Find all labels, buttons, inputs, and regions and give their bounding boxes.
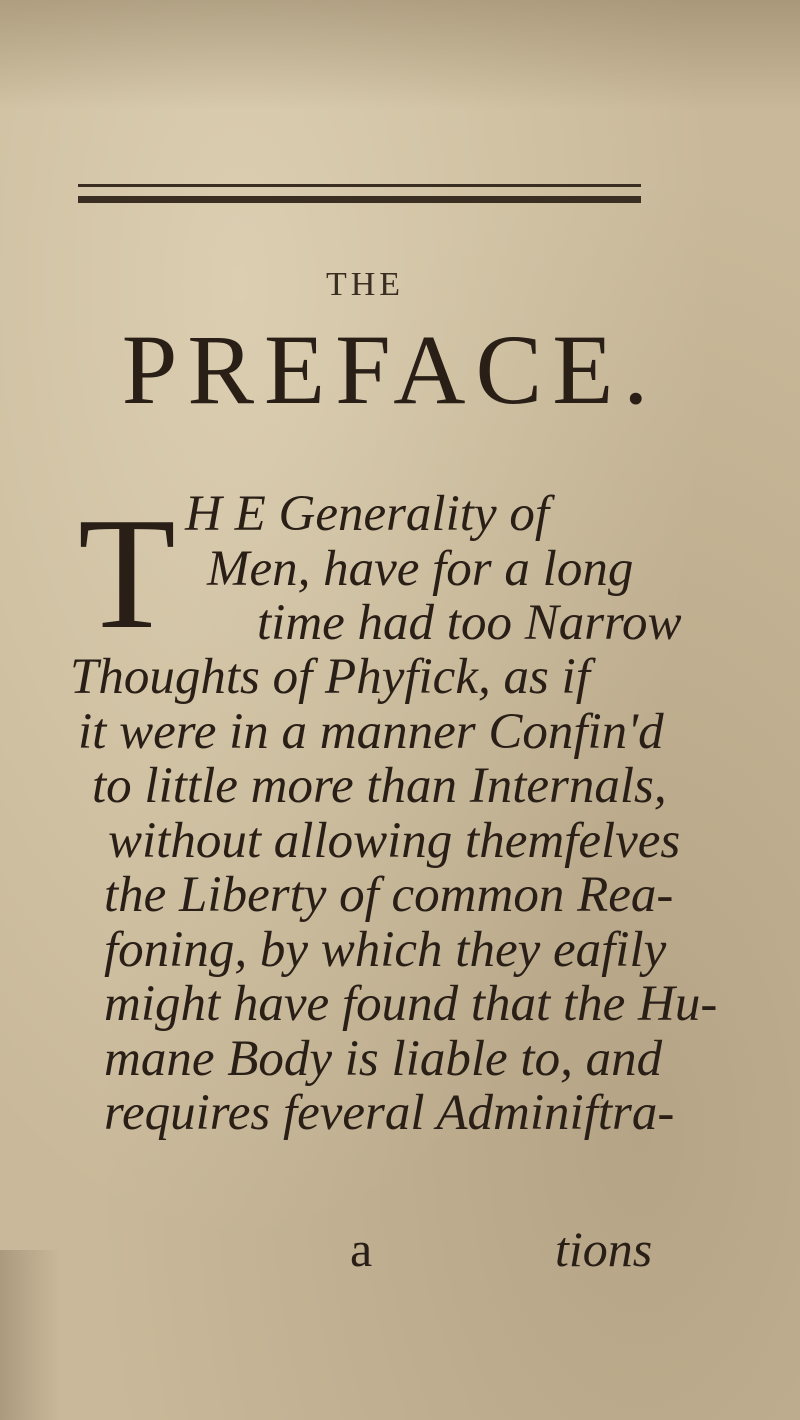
page-title: PREFACE. <box>121 314 659 425</box>
page-stain-left <box>0 1250 60 1420</box>
ornamental-rule-thin <box>78 184 641 187</box>
text-line: it were in a manner Confin'd <box>78 703 664 760</box>
text-line: H E Generality of <box>185 486 549 542</box>
text-line: without allowing themfelves <box>108 812 681 869</box>
text-line: time had too Narrow <box>257 595 682 651</box>
text-line: the Liberty of common Rea- <box>104 867 674 923</box>
opening-lines <box>185 486 682 651</box>
text-line: to little more than Internals, <box>92 758 667 814</box>
text-line: might have found that the Hu- <box>104 976 718 1032</box>
drop-cap: T <box>78 484 176 662</box>
heading-the: THE <box>325 266 405 303</box>
signature-mark: a <box>350 1221 373 1277</box>
text-line: foning, by which they eafily <box>104 921 667 978</box>
body-text <box>70 650 720 1141</box>
ornamental-rule-thick <box>78 196 641 203</box>
text-line: mane Body is liable to, and <box>104 1030 663 1087</box>
text-line: requires feveral Adminiftra- <box>104 1085 675 1141</box>
text-line: Men, have for a long <box>207 540 634 597</box>
page-stain-top <box>0 0 800 110</box>
text-line: Thoughts of Phyfick, as if <box>70 649 590 705</box>
catchword: tions <box>555 1221 653 1277</box>
